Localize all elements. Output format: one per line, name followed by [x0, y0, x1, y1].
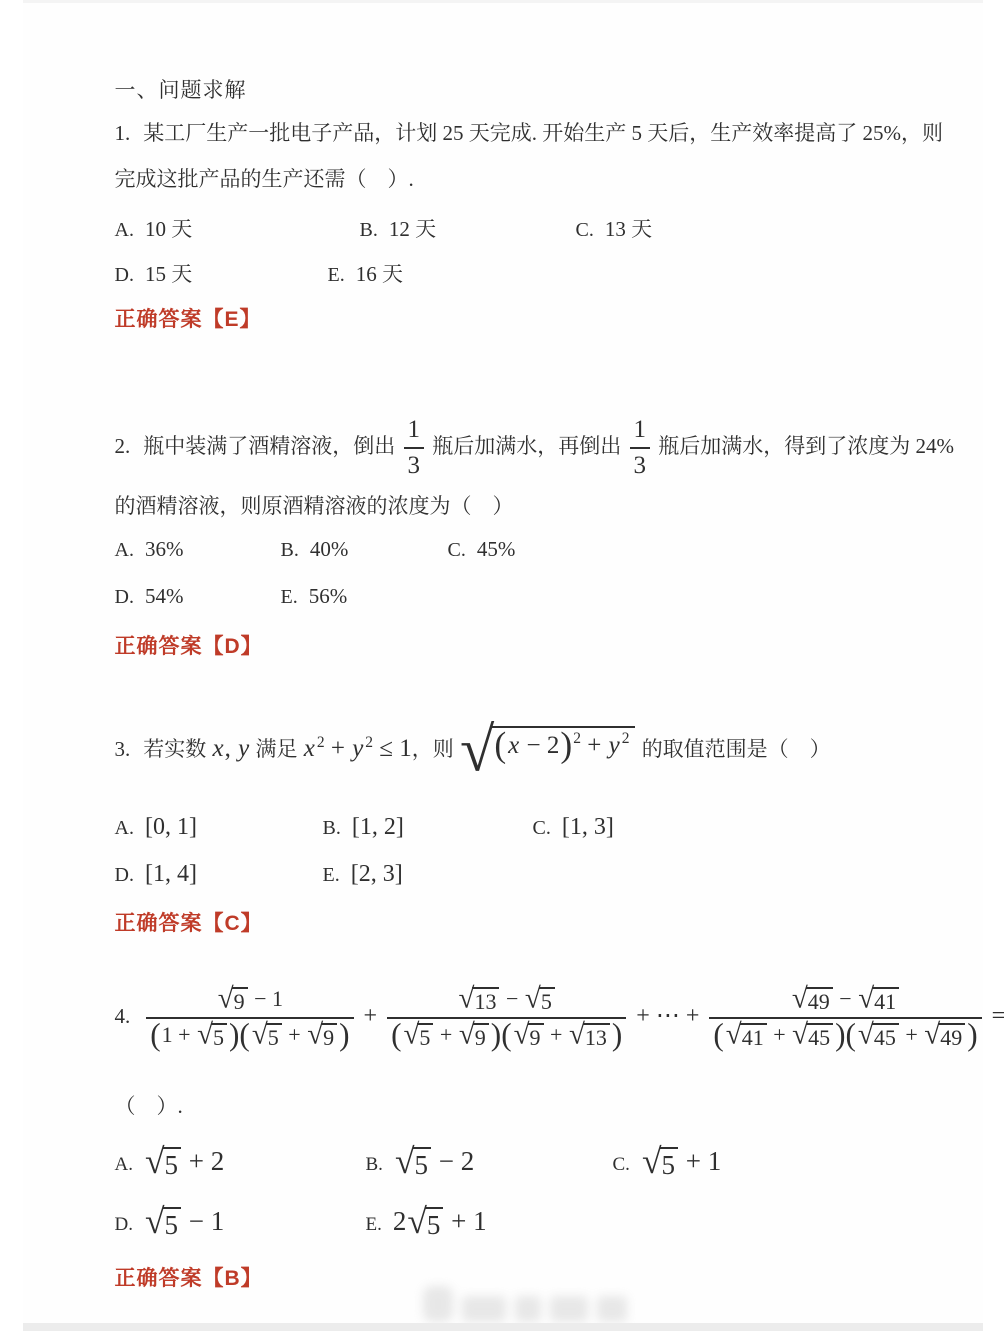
q3-option-d — [115, 861, 197, 888]
q4-correct-answer: 正确答案【B】 — [114, 1267, 263, 1290]
q4-option-c-math: √ 5 + 1 — [641, 1140, 722, 1181]
q1-option-d-text: 15 天 — [144, 262, 193, 286]
q3-stem — [114, 714, 831, 785]
q4-option-c-label: C. — [612, 1154, 630, 1175]
q2-option-d — [115, 584, 184, 609]
q4-option-a — [114, 1140, 225, 1181]
q3-stem-math: 若实数 x, y 满足 x $^2$ + y $^2$ ≤ 1，则 √ $(x - 2)^2 + y$ $^2$ 的取值范围是（ ） — [143, 714, 831, 785]
q1-option-e-text: 16 天 — [355, 262, 403, 286]
q1-option-e-label: E. — [327, 264, 345, 286]
q4-number: 4. — [114, 1003, 131, 1028]
q4-expression — [114, 982, 1005, 1052]
q2-option-e-label: E. — [280, 586, 298, 608]
q2-option-a-text: 36% — [144, 537, 184, 561]
q1-stem-line-1 — [115, 117, 944, 147]
q1-option-b-text: 12 天 — [388, 217, 437, 241]
q4-option-a-math: √ 5 + 2 — [144, 1140, 225, 1181]
q3-option-e — [323, 861, 403, 888]
watermark-blob — [550, 1296, 588, 1322]
q3-option-b-label: B. — [322, 817, 341, 839]
q3-option-c — [533, 814, 614, 841]
q1-option-c-text: 13 天 — [604, 217, 653, 241]
q2-option-c-label: C. — [447, 539, 466, 561]
q4-option-c — [612, 1140, 722, 1181]
q3-number: 3. — [114, 737, 131, 762]
q2-option-d-text: 54% — [144, 584, 184, 608]
q3-option-d-text: [1, 4] — [144, 861, 197, 887]
q1-option-e — [328, 258, 403, 288]
q4-option-e-math: 2 √ 5 + 1 — [392, 1200, 487, 1241]
q4-option-b-label: B. — [365, 1154, 383, 1175]
q2-stem-line-1 — [115, 415, 955, 481]
q3-option-b-text: [1, 2] — [351, 814, 404, 840]
exam-page — [23, 0, 1005, 1331]
page-bottom-edge — [23, 1323, 983, 1331]
q2-options-row-2 — [115, 584, 945, 618]
q4-option-e-label: E. — [365, 1214, 382, 1235]
q2-number: 2. — [114, 433, 131, 458]
q1-number: 1. — [114, 121, 131, 145]
q4-option-e — [365, 1200, 487, 1241]
q1-stem-text-1: 某工厂生产一批电子产品，计划 25 天完成. 开始生产 5 天后，生产效率提高了 25%，则 — [143, 121, 943, 145]
q1-stem-line-2: 完成这批产品的生产还需（ ）. — [114, 167, 414, 191]
q2-option-e — [281, 584, 348, 609]
q3-option-e-text: [2, 3] — [350, 861, 403, 887]
q2-correct-answer: 正确答案【D】 — [114, 635, 263, 658]
q3-option-a-label: A. — [114, 817, 134, 839]
q3-option-a-text: [0, 1] — [144, 814, 197, 840]
q4-options-row-1 — [114, 1140, 945, 1198]
q3-option-c-text: [1, 3] — [561, 814, 614, 840]
q2-stem-math: 瓶中装满了酒精溶液，倒出 $\frac{1}{3}$ 瓶后加满水，再倒出 $\frac{1}{3}$ 瓶后加满水，得到了浓度为 24% — [143, 416, 954, 479]
q4-options-row-2 — [114, 1200, 945, 1258]
q2-stem-line-2: 的酒精溶液，则原酒精溶液的浓度为（ ） — [114, 494, 514, 518]
q1-option-d — [115, 258, 193, 288]
q1-option-c-label: C. — [575, 219, 594, 241]
q2-options-row-1 — [115, 537, 945, 571]
section-title: 一、问题求解 — [114, 78, 247, 102]
q1-option-b-label: B. — [359, 219, 378, 241]
q3-option-c-label: C. — [532, 817, 551, 839]
q2-option-e-text: 56% — [308, 584, 348, 608]
q1-option-a-text: 10 天 — [144, 217, 193, 241]
q2-option-b-label: B. — [280, 539, 299, 561]
q1-correct-answer: 正确答案【E】 — [114, 308, 262, 331]
q4-option-d-label: D. — [114, 1214, 133, 1235]
q3-option-a — [115, 814, 197, 841]
q1-option-a-label: A. — [114, 219, 134, 241]
q4-option-a-label: A. — [114, 1154, 133, 1175]
watermark-blob — [597, 1296, 627, 1322]
q2-option-b-text: 40% — [309, 537, 349, 561]
q2-option-c-text: 45% — [476, 537, 516, 561]
q3-correct-answer: 正确答案【C】 — [114, 912, 263, 935]
q4-option-b-math: √ 5 − 2 — [394, 1140, 475, 1181]
watermark-blob — [515, 1296, 541, 1322]
q2-option-c — [448, 537, 516, 562]
q4-option-b — [365, 1140, 475, 1181]
q1-options-row-2 — [115, 258, 945, 292]
q4-expression-math: √ 9 − 1 (1 + √ 5 )( √ 5 + √ 9 ) + √ 13 − √ 5 ( √ 5 + √ 9 )( √ 9 + √ 13 ) + ⋯ + √ 49 − √ 41 ( √ 41 + √ 45 )( √ 45 + √ 49 ) = — [143, 1003, 1005, 1028]
watermark-blob — [462, 1296, 506, 1322]
q4-option-d — [114, 1200, 225, 1241]
q2-option-b — [281, 537, 349, 562]
q1-option-a — [115, 213, 193, 243]
q3-option-e-label: E. — [322, 864, 340, 886]
q4-option-d-math: √ 5 − 1 — [144, 1200, 225, 1241]
q4-stem-tail: （ ）. — [114, 1094, 183, 1118]
q3-options-row-1 — [115, 814, 945, 848]
q1-option-d-label: D. — [114, 264, 134, 286]
q1-options-row-1 — [115, 213, 945, 247]
watermark-blob — [423, 1286, 453, 1322]
q2-option-d-label: D. — [114, 586, 134, 608]
q2-option-a-label: A. — [114, 539, 134, 561]
q3-options-row-2 — [115, 861, 945, 895]
watermark-blur — [423, 1284, 627, 1322]
q3-option-d-label: D. — [114, 864, 134, 886]
q1-option-b — [360, 213, 437, 243]
q3-option-b — [323, 814, 404, 841]
q1-option-c — [576, 213, 653, 243]
q2-option-a — [115, 537, 184, 562]
